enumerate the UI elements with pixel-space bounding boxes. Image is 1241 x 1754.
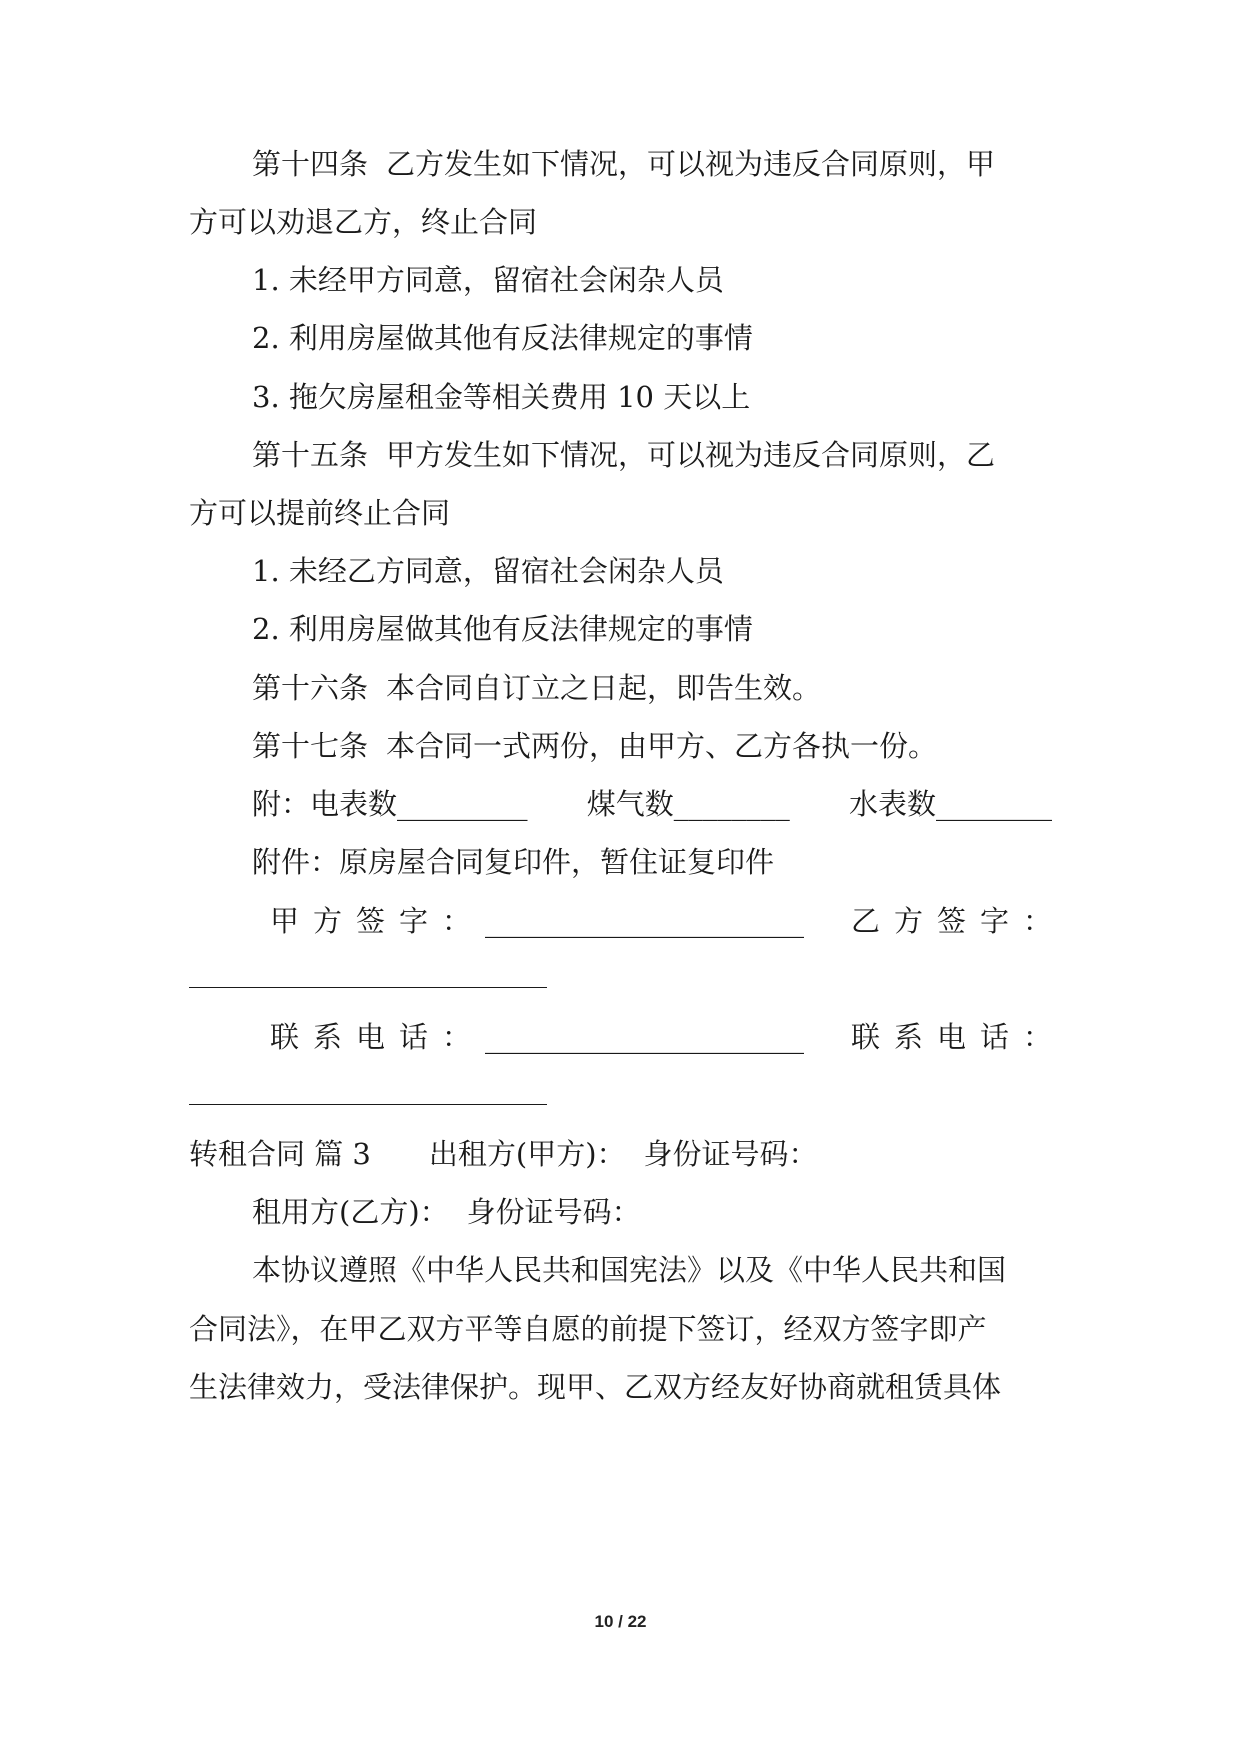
- lessee-label: 租用方(乙方)：: [252, 1195, 449, 1229]
- lessor-label: 出租方(甲方)：: [428, 1137, 626, 1171]
- article15-line1: [252, 435, 1052, 475]
- article15-item-2: 2. 利用房屋做其他有反法律规定的事情: [252, 612, 753, 646]
- signature-row: [270, 901, 1066, 941]
- party-b-sign-line: [189, 987, 547, 988]
- meter-readings: [252, 784, 1052, 824]
- article14-text-line2: 方可以劝退乙方，终止合同: [189, 205, 538, 239]
- party-a-sign-blank: ______________________: [485, 904, 805, 938]
- lessee-line: [252, 1192, 641, 1232]
- attachments-line: 附件：原房屋合同复印件，暂住证复印件: [252, 845, 775, 879]
- article17: [252, 726, 937, 766]
- party-a-phone-label: 联系电话：: [270, 1020, 486, 1054]
- lessee-id-label: 身份证号码：: [466, 1195, 641, 1229]
- article14-line1: [252, 144, 1052, 184]
- article16: [252, 668, 821, 708]
- water-meter-field: 水表数________: [848, 787, 1052, 821]
- article16-lead: 第十六条: [252, 671, 369, 705]
- article15-lead: 第十五条: [252, 438, 369, 472]
- page-number: 10 / 22: [594, 1612, 647, 1631]
- article14-item-3: 3. 拖欠房屋租金等相关费用 10 天以上: [252, 380, 751, 414]
- article15-item-1: 1. 未经乙方同意，留宿社会闲杂人员: [252, 554, 724, 588]
- section3-para-line2: 合同法》，在甲乙双方平等自愿的前提下签订，经双方签字即产: [189, 1312, 987, 1346]
- section3-para-line3: 生法律效力，受法律保护。现甲、乙双方经友好协商就租赁具体: [189, 1370, 1002, 1404]
- article14-item-1: 1. 未经甲方同意，留宿社会闲杂人员: [252, 263, 724, 297]
- section3-header: [189, 1134, 818, 1174]
- party-b-sign-label: 乙方签字：: [850, 904, 1066, 938]
- party-b-phone-label: 联系电话：: [850, 1020, 1066, 1054]
- article14-item-2: 2. 利用房屋做其他有反法律规定的事情: [252, 321, 753, 355]
- article17-text: 本合同一式两份，由甲方、乙方各执一份。: [386, 729, 938, 763]
- lessor-id-label: 身份证号码：: [643, 1137, 818, 1171]
- party-b-phone-line: [189, 1104, 547, 1105]
- section3-title: 转租合同 篇 3: [189, 1137, 371, 1171]
- article15-text-line1: 甲方发生如下情况，可以视为违反合同原则，乙: [386, 438, 996, 472]
- gas-meter-field: 煤气数________: [586, 787, 790, 821]
- article16-text: 本合同自订立之日起，即告生效。: [386, 671, 822, 705]
- electric-meter-field: 附：电表数_________: [252, 787, 528, 821]
- party-a-phone-blank: ______________________: [485, 1020, 805, 1054]
- section3-para-line1: 本协议遵照《中华人民共和国宪法》以及《中华人民共和国: [252, 1253, 1007, 1287]
- article17-lead: 第十七条: [252, 729, 369, 763]
- party-a-sign-label: 甲方签字：: [270, 904, 486, 938]
- article14-text-line1: 乙方发生如下情况，可以视为违反合同原则，甲: [386, 147, 996, 181]
- article15-text-line2: 方可以提前终止合同: [189, 496, 451, 530]
- phone-row: [270, 1017, 1066, 1057]
- article14-lead: 第十四条: [252, 147, 369, 181]
